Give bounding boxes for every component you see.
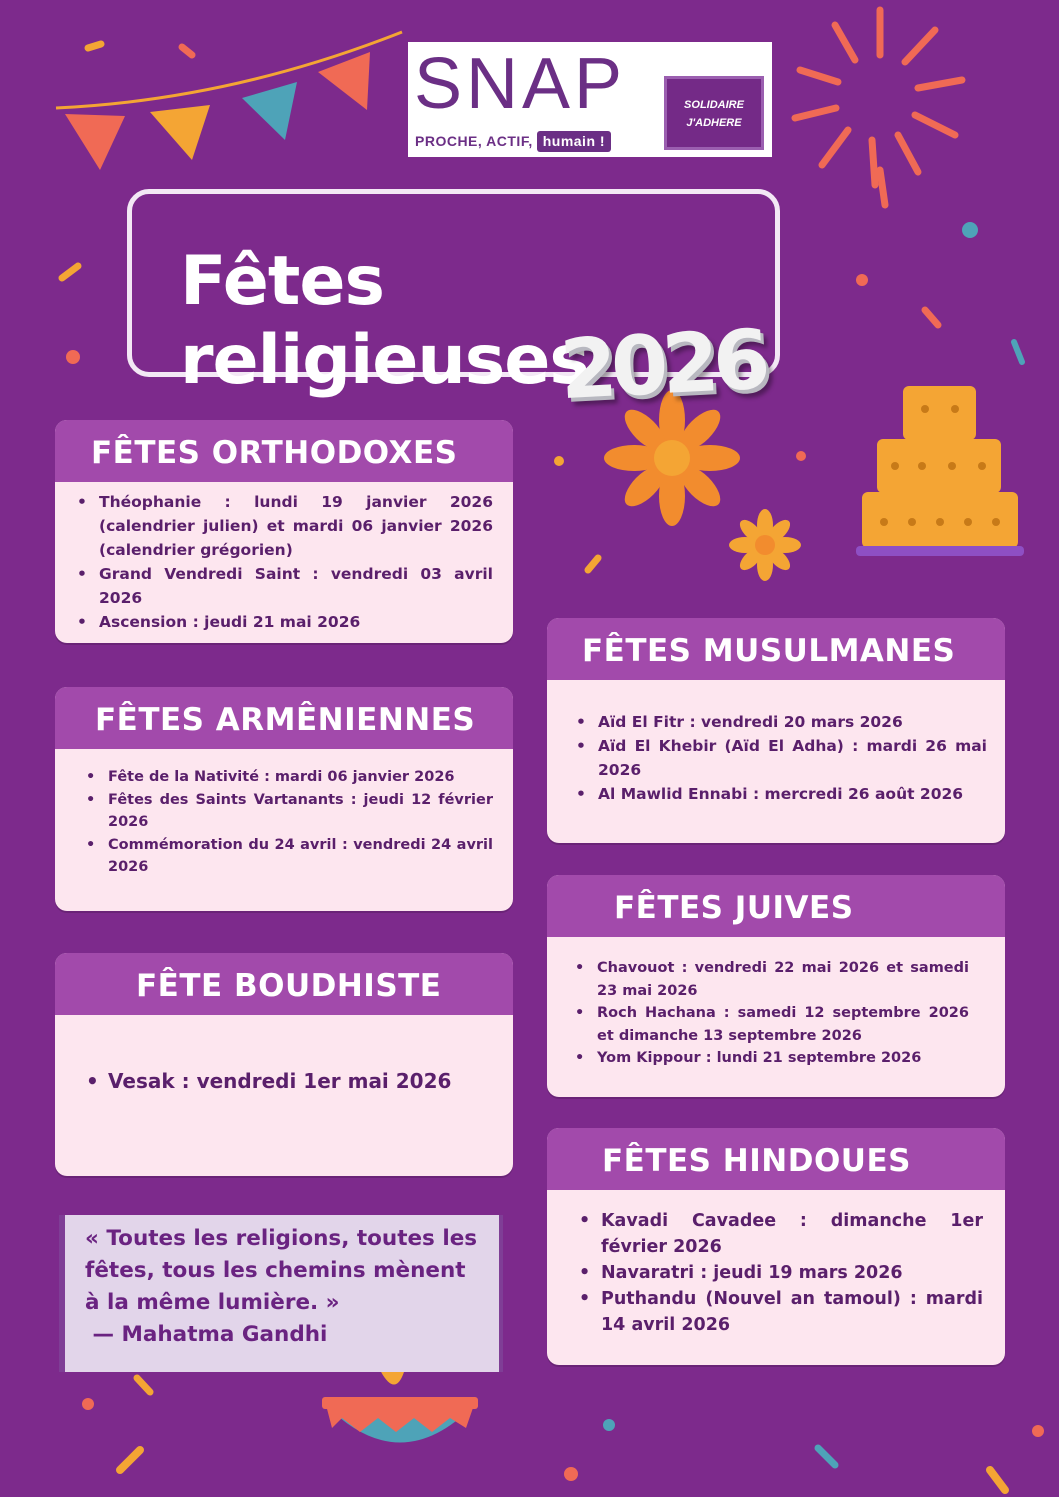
list-item: • Vesak : vendredi 1er mai 2026	[108, 1067, 493, 1095]
list-item: • Ascension : jeudi 21 mai 2026	[99, 610, 493, 634]
list-item: • Al Mawlid Ennabi : mercredi 26 août 2026	[598, 782, 987, 806]
badge-line-1: SOLIDAIRE	[684, 99, 744, 111]
list-item: • Yom Kippour : lundi 21 septembre 2026	[597, 1047, 969, 1070]
quote-author: — Mahatma Gandhi	[85, 1322, 328, 1347]
list-item: • Fêtes des Saints Vartanants : jeudi 12 février 2026	[108, 789, 493, 834]
holiday-list	[55, 1015, 513, 1095]
logo-tagline	[415, 131, 611, 152]
list-item: • Fête de la Nativité : mardi 06 janvier 2026	[108, 766, 493, 789]
section-title: FÊTES ORTHODOXES	[55, 420, 513, 482]
flower-icon	[729, 509, 801, 581]
year-label: 2026	[557, 312, 767, 419]
holiday-list	[547, 937, 1005, 1070]
section-boudhiste	[55, 953, 513, 1176]
holiday-list	[547, 1190, 1005, 1338]
holiday-list	[547, 680, 1005, 806]
badge-line-2: J'ADHERE	[686, 117, 742, 129]
list-item: • Navaratri : jeudi 19 mars 2026	[601, 1260, 983, 1286]
holiday-list	[55, 749, 513, 879]
list-item: • Grand Vendredi Saint : vendredi 03 avril 2026	[99, 562, 493, 610]
logo-name: SNAP	[414, 44, 627, 124]
list-item: • Aïd El Fitr : vendredi 20 mars 2026	[598, 710, 987, 734]
list-item: • Puthandu (Nouvel an tamoul) : mardi 14 avril 2026	[601, 1286, 983, 1338]
holiday-list	[55, 482, 513, 634]
list-item: • Roch Hachana : samedi 12 septembre 2026 et dimanche 13 septembre 2026	[597, 1002, 969, 1047]
section-title: FÊTES ARMÊNIENNES	[55, 687, 513, 749]
logo-tagline-highlight: humain !	[537, 131, 611, 152]
snap-logo	[408, 42, 772, 157]
list-item: • Commémoration du 24 avril : vendredi 24 avril 2026	[108, 834, 493, 879]
section-title: FÊTE BOUDHISTE	[55, 953, 513, 1015]
section-orthodoxes	[55, 420, 513, 643]
solidaire-badge	[664, 76, 764, 150]
firework-icon	[795, 10, 962, 205]
list-item: • Kavadi Cavadee : dimanche 1er février 2026	[601, 1208, 983, 1260]
logo-tagline-text: PROCHE, ACTIF,	[415, 133, 533, 149]
list-item: • Théophanie : lundi 19 janvier 2026 (calendrier julien) et mardi 06 janvier 2026 (calendrier grégorien)	[99, 490, 493, 562]
cake-icon	[856, 386, 1024, 556]
section-title: FÊTES MUSULMANES	[547, 618, 1005, 680]
page-title: Fêtes religieuses	[180, 242, 589, 400]
section-title: FÊTES HINDOUES	[547, 1128, 1005, 1190]
quote-text: « Toutes les religions, toutes les fêtes, tous les chemins mènent à la même lumière. »	[85, 1226, 478, 1315]
section-musulmanes	[547, 618, 1005, 843]
section-armeniennes	[55, 687, 513, 911]
section-hindoues	[547, 1128, 1005, 1365]
list-item: • Aïd El Khebir (Aïd El Adha) : mardi 26 mai 2026	[598, 734, 987, 782]
section-juives	[547, 875, 1005, 1097]
list-item: • Chavouot : vendredi 22 mai 2026 et samedi 23 mai 2026	[597, 957, 969, 1002]
section-title: FÊTES JUIVES	[547, 875, 1005, 937]
gandhi-quote	[59, 1215, 503, 1372]
